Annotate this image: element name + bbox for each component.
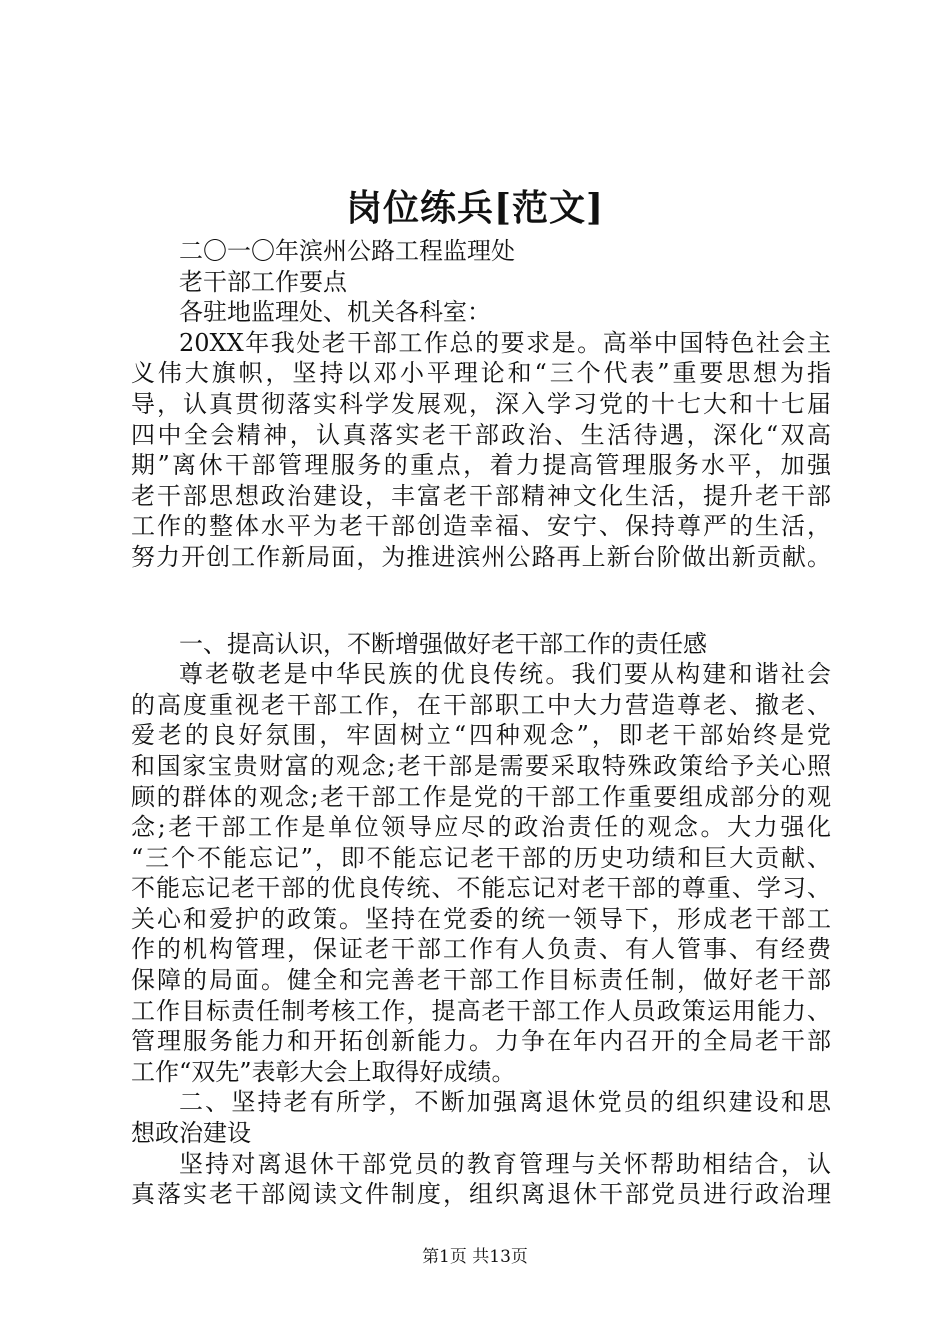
paragraph3-line: 坚持对离退休干部党员的教育管理与关怀帮助相结合，认 (179, 1149, 831, 1178)
paragraph1-line: 导，认真贯彻落实科学发展观，深入学习党的十七大和十七届 (131, 389, 831, 418)
header-line-recipients: 各驻地监理处、机关各科室： (179, 298, 491, 327)
section1-heading: 一、提高认识，不断增强做好老干部工作的责任感 (179, 629, 707, 658)
paragraph2-line: 作的机构管理，保证老干部工作有人负责、有人管事、有经费 (131, 935, 831, 964)
paragraph1-line: 四中全会精神，认真落实老干部政治、生活待遇，深化“双高 (131, 420, 831, 449)
paragraph2-line: 保障的局面。健全和完善老干部工作目标责任制，做好老干部 (131, 966, 831, 995)
section2-heading: 二、坚持老有所学，不断加强离退休党员的组织建设和思 (179, 1088, 831, 1117)
paragraph1-line: 老干部思想政治建设，丰富老干部精神文化生活，提升老干部 (131, 481, 831, 510)
paragraph2-line: 不能忘记老干部的优良传统、不能忘记对老干部的尊重、学习、 (131, 874, 831, 903)
paragraph1-line: 工作的整体水平为老干部创造幸福、安宁、保持尊严的生活， (131, 512, 831, 541)
document-body (131, 236, 831, 1210)
paragraph2-line: 工作目标责任制考核工作，提高老干部工作人员政策运用能力、 (131, 996, 831, 1025)
paragraph3-line: 真落实老干部阅读文件制度，组织离退休干部党员进行政治理 (131, 1180, 831, 1209)
page-number-footer: 第1页 共13页 (422, 1247, 528, 1267)
paragraph2-line: 念;老干部工作是单位领导应尽的政治责任的观念。大力强化 (131, 813, 831, 842)
paragraph2-line: 的高度重视老干部工作，在干部职工中大力营造尊老、撤老、 (131, 690, 831, 719)
section2-heading: 想政治建设 (131, 1119, 251, 1148)
paragraph2-line: 和国家宝贵财富的观念;老干部是需要采取特殊政策给予关心照 (131, 751, 831, 780)
paragraph2-line: 管理服务能力和开拓创新能力。力争在年内召开的全局老干部 (131, 1027, 831, 1056)
paragraph2-line: 尊老敬老是中华民族的优良传统。我们要从构建和谐社会 (179, 660, 831, 689)
paragraph2-line: 顾的群体的观念;老干部工作是党的干部工作重要组成部分的观 (131, 782, 831, 811)
header-line-unit: 二〇一〇年滨州公路工程监理处 (179, 237, 515, 265)
paragraph1-line: 义伟大旗帜，坚持以邓小平理论和“三个代表”重要思想为指 (131, 359, 831, 388)
paragraph2-line: 爱老的良好氛围，牢固树立“四种观念”，即老干部始终是党 (131, 721, 831, 750)
paragraph-gap (131, 573, 831, 629)
paragraph1-line: 20XX年我处老干部工作总的要求是。高举中国特色社会主 (179, 328, 831, 357)
paragraph2-line: 工作“双先”表彰大会上取得好成绩。 (131, 1057, 516, 1086)
paragraph2-line: 关心和爱护的政策。坚持在党委的统一领导下，形成老干部工 (131, 904, 831, 933)
paragraph1-line: 努力开创工作新局面，为推进滨州公路再上新台阶做出新贡献。 (131, 542, 831, 571)
header-line-subject: 老干部工作要点 (179, 267, 347, 296)
paragraph1-line: 期”离休干部管理服务的重点，着力提高管理服务水平，加强 (131, 451, 831, 480)
paragraph2-line: “三个不能忘记”，即不能忘记老干部的历史功绩和巨大贡献、 (131, 843, 831, 872)
document-title: 岗位练兵[范文] (345, 187, 605, 229)
